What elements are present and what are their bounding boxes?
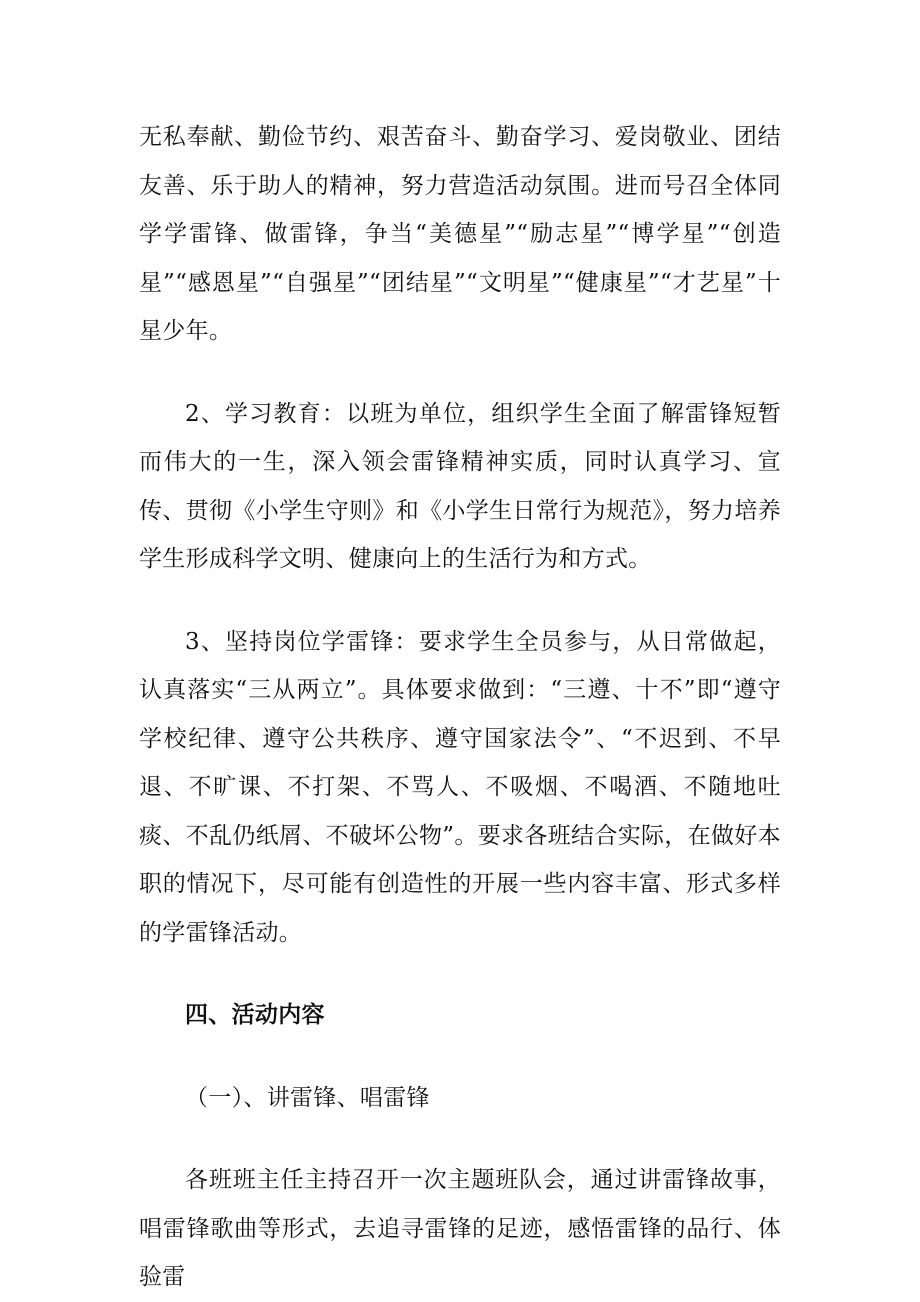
- paragraph-continuation: 无私奉献、勤俭节约、艰苦奋斗、勤奋学习、爱岗敬业、团结友善、乐于助人的精神，努力营造活动氛围。进而号召全体同学学雷锋、做雷锋，争当“美德星”“励志星”“博学星”“创造星”“感恩星”“自强星”“团结星”“文明星”“健康星”“才艺星”十星少年。: [139, 124, 781, 344]
- paragraph-gap: [139, 356, 781, 390]
- paragraph-gap: [139, 1122, 781, 1156]
- paragraph-study-education: 2、学习教育：以班为单位，组织学生全面了解雷锋短暂而伟大的一生，深入领会雷锋精神实质，同时认真学习、宣传、贯彻《小学生守则》和《小学生日常行为规范》，努力培养学生形成科学文明、健康向上的生活行为和方式。: [139, 400, 781, 572]
- document-body: [139, 113, 781, 1302]
- paragraph-gap: [139, 957, 781, 991]
- paragraph-gap: [139, 584, 781, 618]
- paragraph-gap: [139, 1040, 781, 1074]
- section-heading-activity-content: 四、活动内容: [185, 1001, 325, 1028]
- subsection-heading-tell-sing: （一）、讲雷锋、唱雷锋: [185, 1084, 430, 1111]
- paragraph-post-learning: 3、坚持岗位学雷锋：要求学生全员参与，从日常做起，认真落实“三从两立”。具体要求做到：“三遵、十不”即“遵守学校纪律、遵守公共秩序、遵守国家法令”、“不迟到、不早退、不旷课、不打架、不骂人、不吸烟、不喝酒、不随地吐痰、不乱仍纸屑、不破坏公物”。要求各班结合实际，在做好本职的情况下，尽可能有创造性的开展一些内容丰富、形式多样的学雷锋活动。: [139, 628, 781, 946]
- paragraph-class-meeting: 各班班主任主持召开一次主题班队会，通过讲雷锋故事，唱雷锋歌曲等形式，去追寻雷锋的足迹，感悟雷锋的品行、体验雷: [139, 1167, 781, 1290]
